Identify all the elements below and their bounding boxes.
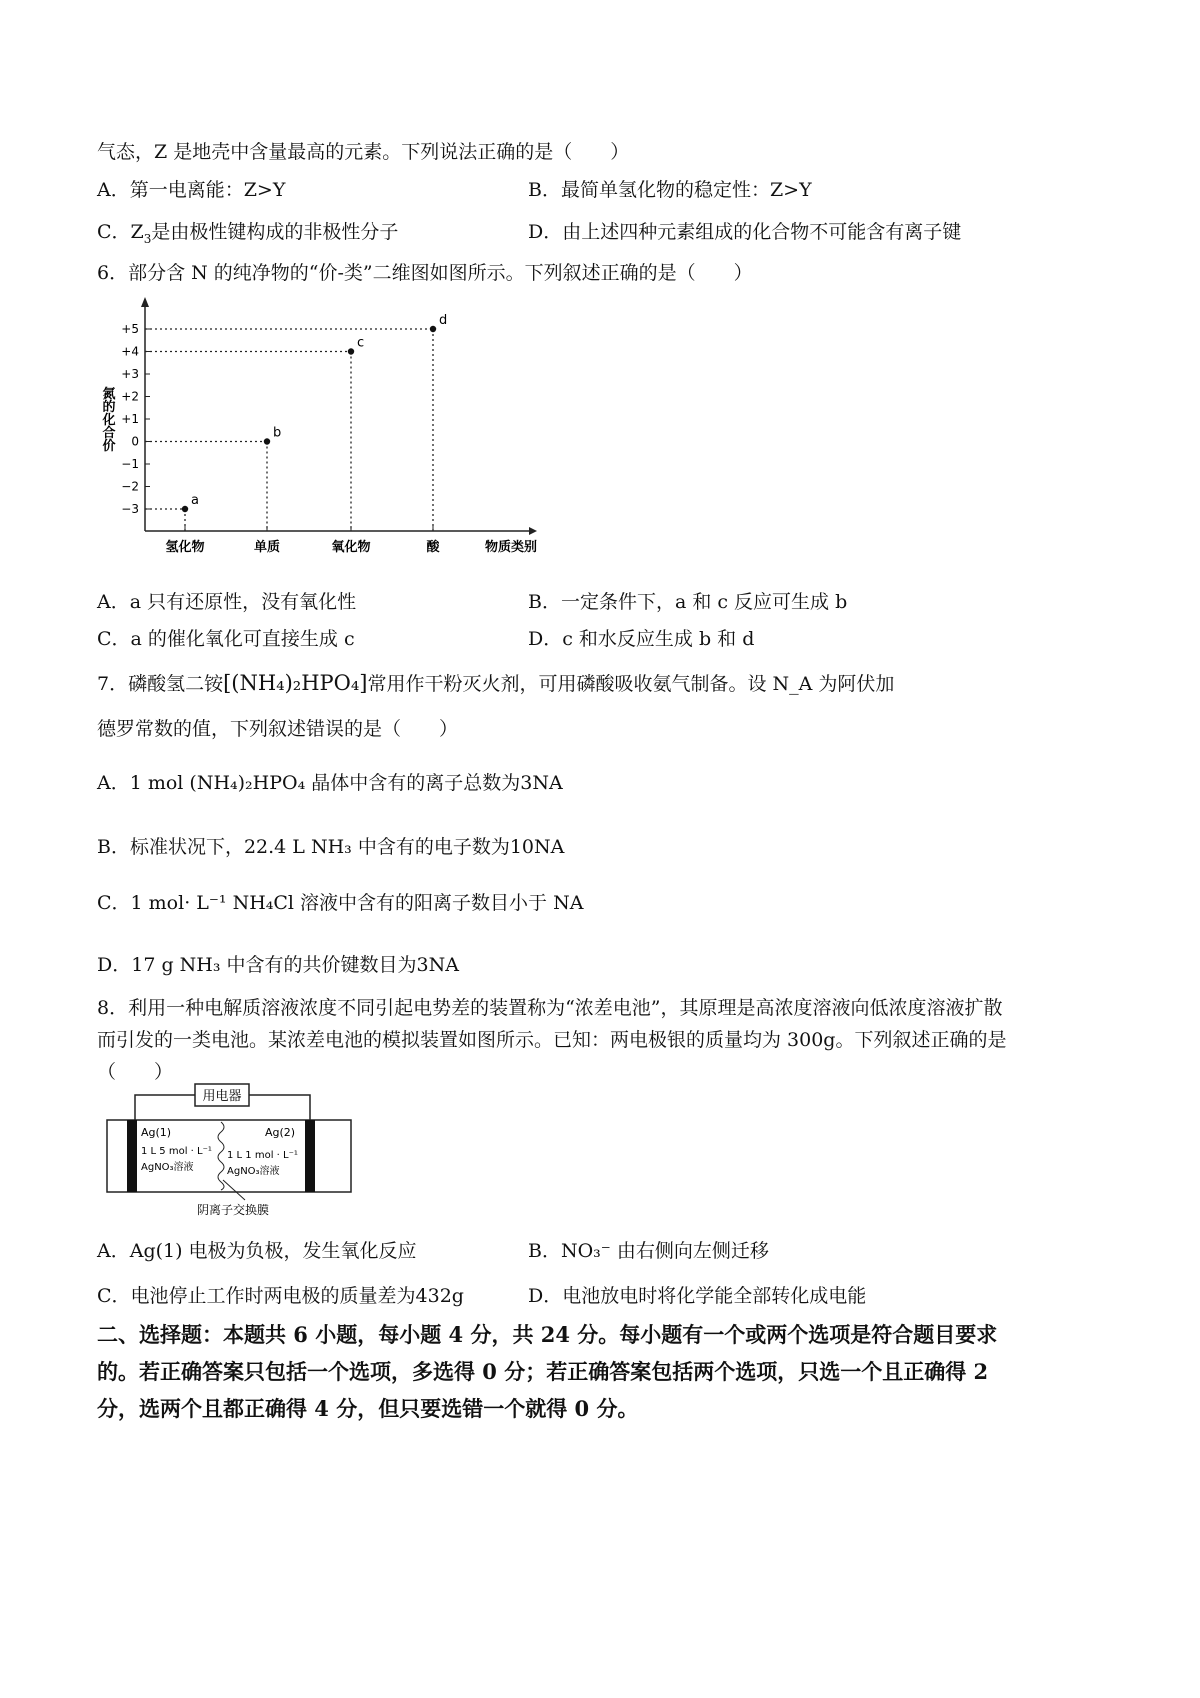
data-point-d xyxy=(430,326,436,332)
q7-formula: [(NH₄)₂HPO₄] xyxy=(223,671,368,695)
y-axis-arrow xyxy=(141,297,149,307)
y-tick-label: +2 xyxy=(121,389,139,404)
q5-option-d: D．由上述四种元素组成的化合物不可能含有离子键 xyxy=(528,221,962,243)
device-label: 用电器 xyxy=(202,1089,242,1104)
q8-option-b: B．NO₃⁻ 由右侧向左侧迁移 xyxy=(528,1240,769,1262)
x-category-label: 氧化物 xyxy=(331,540,371,555)
q6-stem: 6．部分含 N 的纯净物的“价-类”二维图如图所示。下列叙述正确的是（ ） xyxy=(97,262,753,284)
q7-option-b: B．标准状况下，22.4 L NH₃ 中含有的电子数为10NA xyxy=(97,836,565,858)
x-category-label: 酸 xyxy=(426,540,440,555)
x-axis-arrow xyxy=(529,527,537,535)
data-point-label-d: d xyxy=(439,313,448,328)
concentration-cell-diagram xyxy=(105,1080,365,1220)
q6-option-d: D．c 和水反应生成 b 和 d xyxy=(528,628,755,650)
y-tick-label: −1 xyxy=(121,457,139,471)
q5-stem-tail: 气态，Z 是地壳中含量最高的元素。下列说法正确的是（ ） xyxy=(97,141,630,163)
x-category-label: 单质 xyxy=(253,540,281,555)
q8-option-a: A．Ag(1) 电极为负极，发生氧化反应 xyxy=(97,1240,417,1262)
q8-stem-line3: （ ） xyxy=(97,1061,174,1083)
q6-option-b: B．一定条件下，a 和 c 反应可生成 b xyxy=(528,591,848,613)
y-tick-label: −2 xyxy=(121,479,139,494)
data-point-label-c: c xyxy=(357,335,365,351)
data-point-a xyxy=(182,506,188,512)
data-point-c xyxy=(348,348,354,354)
left-solution: AgNO₃溶液 xyxy=(141,1162,194,1173)
q6-option-a: A．a 只有还原性，没有氧化性 xyxy=(97,591,357,613)
x-axis-label: 物质类别 xyxy=(484,540,537,555)
q5-option-b: B．最简单氢化物的稳定性：Z>Y xyxy=(528,179,812,201)
q7-stem-line1: 7．磷酸氢二铵[(NH₄)₂HPO₄]常用作干粉灭火剂，可用磷酸吸收氨气制备。设 N_A 为阿伏加 xyxy=(97,671,895,695)
q5-option-a: A．第一电离能：Z>Y xyxy=(97,179,286,201)
valence-class-chart xyxy=(95,295,565,565)
right-concentration: 1 L 1 mol · L⁻¹ xyxy=(227,1150,298,1161)
y-tick-label: +4 xyxy=(121,344,139,359)
q7-stem-line2: 德罗常数的值，下列叙述错误的是（ ） xyxy=(97,718,459,740)
q8-option-c: C．电池停止工作时两电极的质量差为432g xyxy=(97,1285,464,1307)
x-category-label: 氢化物 xyxy=(165,540,205,555)
q8-stem-line1: 8．利用一种电解质溶液浓度不同引起电势差的装置称为“浓差电池”，其原理是高浓度溶液向低浓度溶液扩散 xyxy=(97,997,1003,1019)
left-electrode-label: Ag(1) xyxy=(141,1126,172,1139)
y-axis-label: 氮的化合价 xyxy=(99,386,115,452)
q8-option-d: D．电池放电时将化学能全部转化成电能 xyxy=(528,1285,867,1307)
left-concentration: 1 L 5 mol · L⁻¹ xyxy=(141,1146,212,1157)
left-electrode xyxy=(127,1120,137,1192)
right-electrode xyxy=(305,1120,315,1192)
data-point-label-a: a xyxy=(191,493,199,508)
y-tick-label: +1 xyxy=(121,412,139,426)
membrane-label: 阴离子交换膜 xyxy=(196,1203,270,1217)
y-tick-label: +5 xyxy=(121,322,139,336)
q6-option-c: C．a 的催化氧化可直接生成 c xyxy=(97,628,355,650)
section2-line2: 的。若正确答案只包括一个选项，多选得 0 分；若正确答案包括两个选项，只选一个且正确得 2 xyxy=(97,1359,989,1384)
data-point-label-b: b xyxy=(273,425,282,441)
q7-option-c: C．1 mol· L⁻¹ NH₄Cl 溶液中含有的阳离子数目小于 NA xyxy=(97,892,584,914)
q5-option-c: C．$Z_3$是由极性键构成的非极性分子 xyxy=(97,221,399,246)
right-solution: AgNO₃溶液 xyxy=(227,1166,280,1177)
q8-stem-line2: 而引发的一类电池。某浓差电池的模拟装置如图所示。已知：两电极银的质量均为 300g。下列叙述正确的是 xyxy=(97,1029,1007,1051)
y-tick-label: +3 xyxy=(121,367,139,381)
q7-option-a: A．1 mol (NH₄)₂HPO₄ 晶体中含有的离子总数为3NA xyxy=(97,772,563,794)
right-electrode-label: Ag(2) xyxy=(265,1126,296,1139)
y-tick-label: 0 xyxy=(131,434,139,449)
section2-line3: 分，选两个且都正确得 4 分，但只要选错一个就得 0 分。 xyxy=(97,1396,639,1421)
data-point-b xyxy=(264,438,270,444)
q7-option-d: D．17 g NH₃ 中含有的共价键数目为3NA xyxy=(97,954,459,976)
section2-line1: 二、选择题：本题共 6 小题，每小题 4 分，共 24 分。每小题有一个或两个选项是符合题目要求 xyxy=(97,1322,998,1347)
y-tick-label: −3 xyxy=(121,502,139,516)
